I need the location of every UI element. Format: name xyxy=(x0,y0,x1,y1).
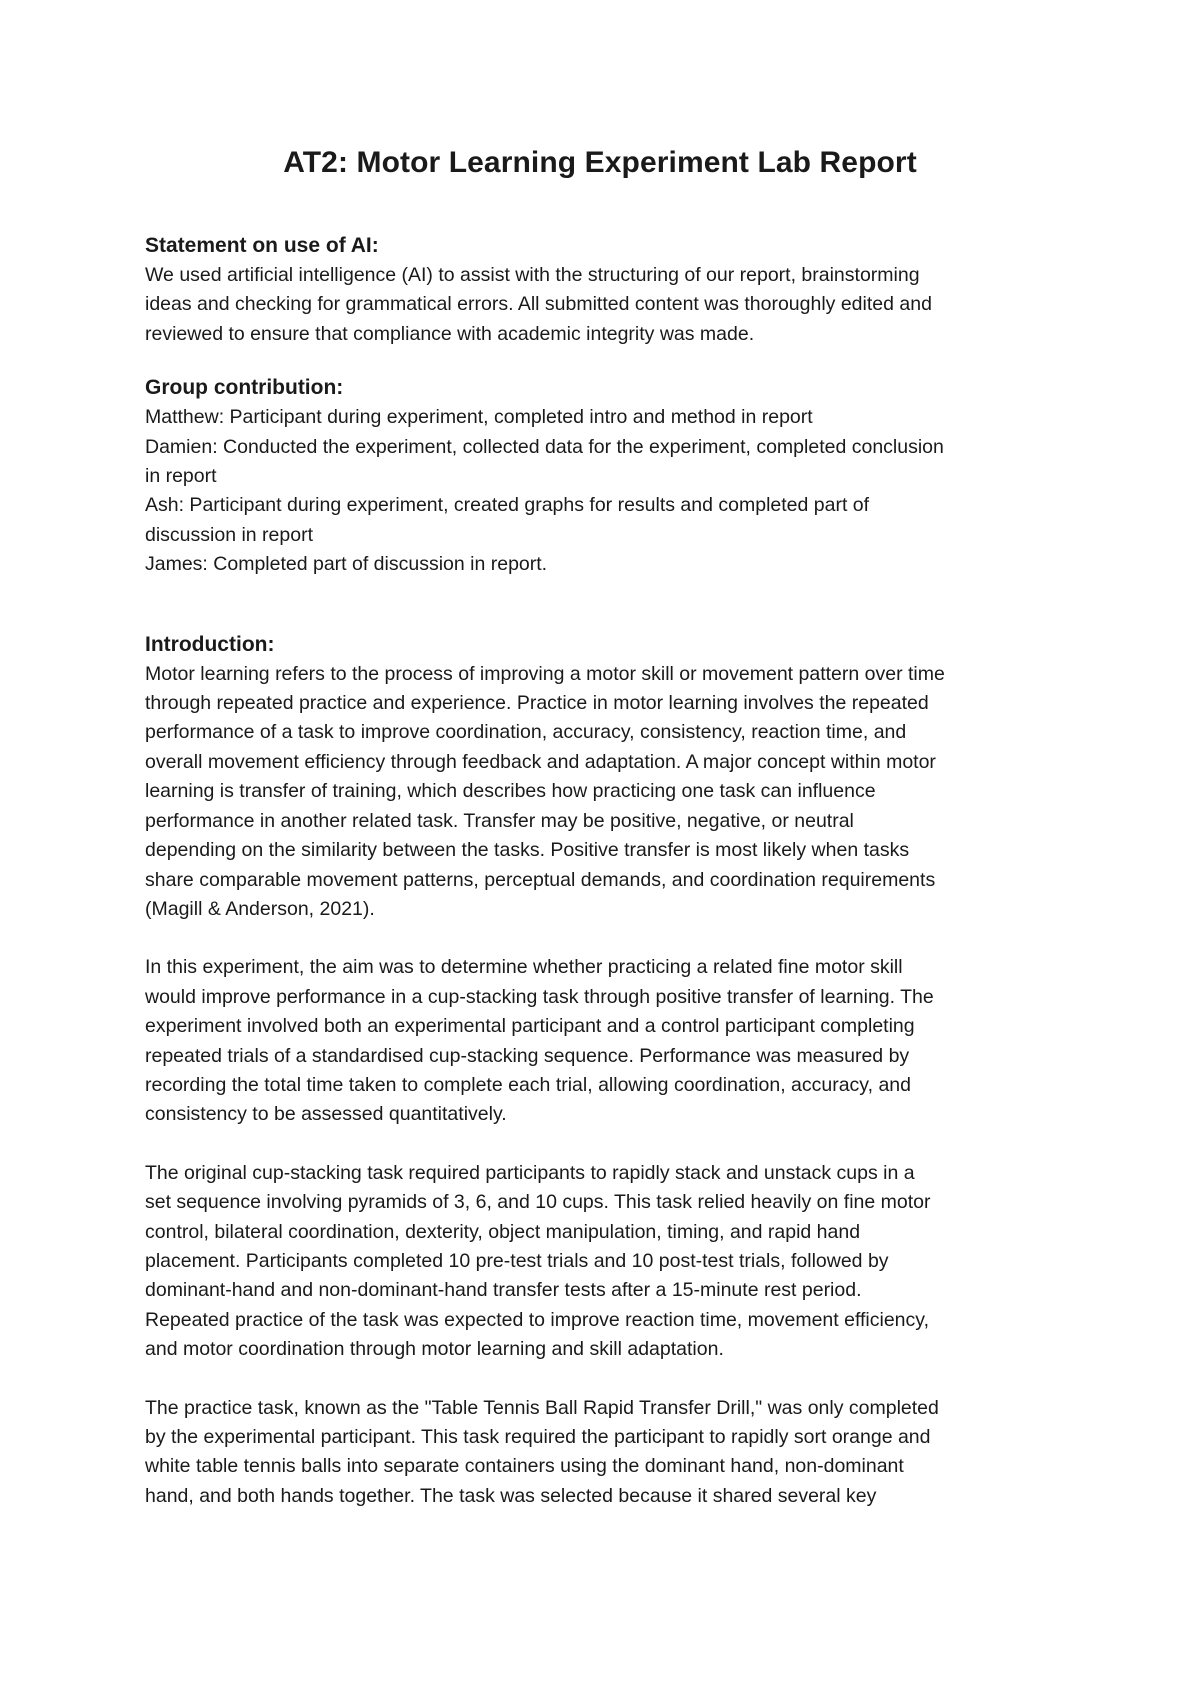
group-contribution-line: in report xyxy=(145,465,217,488)
paragraph-line: repeated trials of a standardised cup-stacking sequence. Performance was measured by xyxy=(145,1044,910,1067)
introduction-section xyxy=(145,630,1065,1512)
paragraph-line: recording the total time taken to complete each trial, allowing coordination, accuracy, and xyxy=(145,1073,911,1096)
introduction-heading: Introduction: xyxy=(145,632,275,656)
paragraph-line: The original cup-stacking task required participants to rapidly stack and unstack cups in a xyxy=(145,1161,915,1184)
paragraph-line: experiment involved both an experimental participant and a control participant completing xyxy=(145,1015,915,1038)
introduction-paragraph xyxy=(145,1394,1065,1512)
paragraph-line: would improve performance in a cup-stacking task through positive transfer of learning. The xyxy=(145,985,934,1008)
ai-statement-section xyxy=(145,231,1065,349)
document-body xyxy=(145,143,1065,1511)
paragraph-line: consistency to be assessed quantitatively. xyxy=(145,1103,507,1126)
group-contribution-heading: Group contribution: xyxy=(145,376,344,400)
paragraph-line: learning is transfer of training, which describes how practicing one task can influence xyxy=(145,780,876,803)
paragraph-line: dominant-hand and non-dominant-hand transfer tests after a 15-minute rest period. xyxy=(145,1279,862,1302)
ai-statement-line: ideas and checking for grammatical errors. All submitted content was thoroughly edited and xyxy=(145,293,932,316)
ai-statement-heading: Statement on use of AI: xyxy=(145,234,379,257)
paragraph-line: The practice task, known as the "Table Tennis Ball Rapid Transfer Drill," was only completed xyxy=(145,1396,939,1419)
paragraph-line: control, bilateral coordination, dexterity, object manipulation, timing, and rapid hand xyxy=(145,1220,861,1243)
paragraph-line: Repeated practice of the task was expected to improve reaction time, movement efficiency, xyxy=(145,1308,929,1331)
ai-statement-line: We used artificial intelligence (AI) to assist with the structuring of our report, brainstorming xyxy=(145,264,920,286)
introduction-paragraph xyxy=(145,660,1065,925)
paragraph-line: depending on the similarity between the tasks. Positive transfer is most likely when tasks xyxy=(145,839,910,862)
group-contribution-line: discussion in report xyxy=(145,523,313,546)
paragraph-line: Motor learning refers to the process of improving a motor skill or movement pattern over time xyxy=(145,662,945,685)
paragraph-line: and motor coordination through motor learning and skill adaptation. xyxy=(145,1338,724,1361)
document-title: AT2: Motor Learning Experiment Lab Report xyxy=(283,146,917,179)
paragraph-line: white table tennis balls into separate containers using the dominant hand, non-dominant xyxy=(145,1455,904,1478)
paragraph-line: hand, and both hands together. The task was selected because it shared several key xyxy=(145,1484,877,1507)
paragraph-line: share comparable movement patterns, perceptual demands, and coordination requirements xyxy=(145,868,936,891)
paragraph-line: set sequence involving pyramids of 3, 6, and 10 cups. This task relied heavily on fine motor xyxy=(145,1191,931,1214)
group-contribution-line: Ash: Participant during experiment, created graphs for results and completed part of xyxy=(145,494,870,517)
group-contribution-section xyxy=(145,373,1065,579)
paragraph-line: (Magill & Anderson, 2021). xyxy=(145,897,375,920)
paragraph-line: performance in another related task. Transfer may be positive, negative, or neutral xyxy=(145,809,854,832)
introduction-paragraph xyxy=(145,1159,1065,1365)
introduction-paragraph xyxy=(145,953,1065,1129)
group-contribution-line: Damien: Conducted the experiment, collected data for the experiment, completed conclusion xyxy=(145,435,944,458)
paragraph-line: by the experimental participant. This task required the participant to rapidly sort orange and xyxy=(145,1426,931,1448)
group-contribution-line: Matthew: Participant during experiment, completed intro and method in report xyxy=(145,406,813,429)
group-contribution-line: James: Completed part of discussion in report. xyxy=(145,553,548,576)
paragraph-line: placement. Participants completed 10 pre-test trials and 10 post-test trials, followed by xyxy=(145,1249,889,1272)
paragraph-line: performance of a task to improve coordination, accuracy, consistency, reaction time, and xyxy=(145,721,907,744)
paragraph-line: In this experiment, the aim was to determine whether practicing a related fine motor skill xyxy=(145,956,903,979)
paragraph-line: overall movement efficiency through feedback and adaptation. A major concept within motor xyxy=(145,750,936,773)
paragraph-line: through repeated practice and experience. Practice in motor learning involves the repeated xyxy=(145,692,929,715)
ai-statement-line: reviewed to ensure that compliance with academic integrity was made. xyxy=(145,322,755,345)
